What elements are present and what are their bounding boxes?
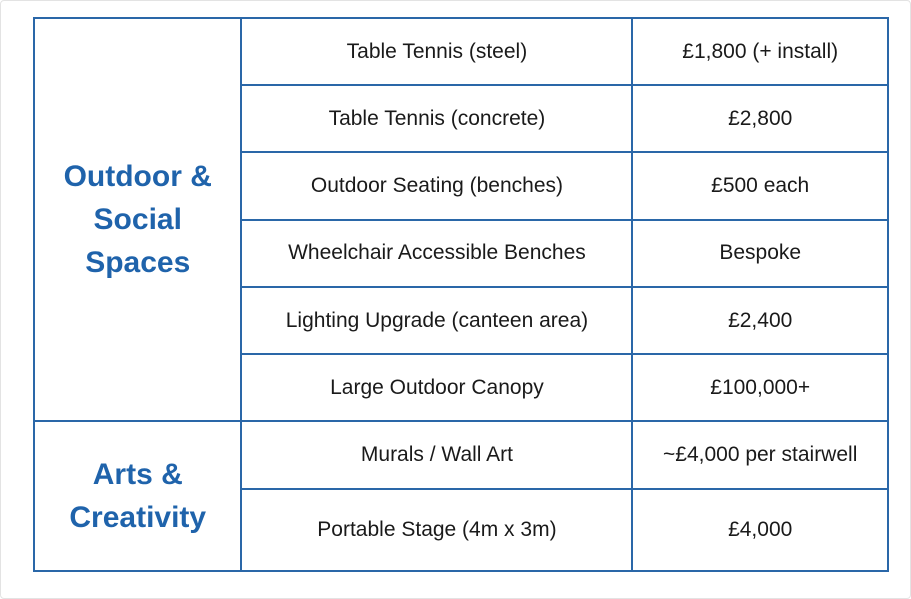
cost-cell: £2,400 [632,287,888,354]
item-cell: Portable Stage (4m x 3m) [241,489,632,571]
category-line: Creativity [69,501,207,535]
cost-cell: £1,800 (+ install) [632,18,888,85]
cost-cell: ~£4,000 per stairwell [632,421,888,488]
cost-table [33,17,889,572]
item-cell: Large Outdoor Canopy [241,354,632,421]
cost-cell: £500 each [632,152,888,219]
item-cell: Wheelchair Accessible Benches [241,220,632,287]
item-cell: Table Tennis (steel) [241,18,632,85]
category-line: Arts & [92,458,183,492]
item-cell: Outdoor Seating (benches) [241,152,632,219]
cost-cell: £100,000+ [632,354,888,421]
cost-cell: £4,000 [632,489,888,571]
category-cell-outdoor-social-spaces [34,18,241,421]
cost-cell: £2,800 [632,85,888,152]
category-cell-arts-creativity [34,421,241,571]
table-row [34,421,888,488]
category-line: Spaces [85,246,191,280]
cost-cell: Bespoke [632,220,888,287]
item-cell: Lighting Upgrade (canteen area) [241,287,632,354]
table-row [34,18,888,85]
item-cell: Murals / Wall Art [241,421,632,488]
category-line: Social [93,203,182,237]
category-line: Outdoor & [63,160,212,194]
item-cell: Table Tennis (concrete) [241,85,632,152]
